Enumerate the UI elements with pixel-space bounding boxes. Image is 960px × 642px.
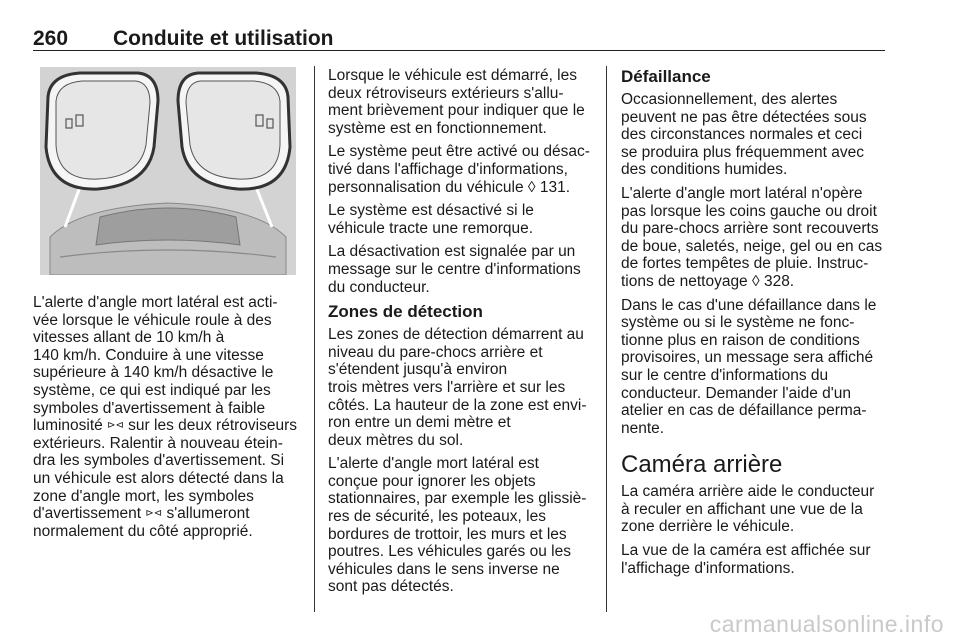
column-3 <box>621 67 889 583</box>
body-paragraph: Lorsque le véhicule est démarré, les deux rétroviseurs extérieurs s'allu- ment brièvement pour indiquer que le système est en fonctionnement. <box>328 67 585 137</box>
section-heading: Zones de détection <box>328 302 483 322</box>
page-number: 260 <box>33 27 69 50</box>
side-mirrors-illustration <box>40 67 296 275</box>
chapter-title: Conduite et utilisation <box>113 27 334 50</box>
section-heading: Défaillance <box>621 67 711 86</box>
column-divider-2 <box>606 66 607 612</box>
body-paragraph: L'alerte d'angle mort latéral est conçue pour ignorer les objets stationnaires, par exemple les glissiè- res de sécurité, les poteaux, les bordures de trottoir, les murs et les poutres. Les véhicules garés ou les véhicules dans le sens inverse ne sont pas détectés. <box>328 455 587 596</box>
watermark: carmanualsonline.info <box>709 611 944 637</box>
column-1 <box>33 294 305 546</box>
blind-spot-warning-icon: ⊳⊲ <box>145 508 163 520</box>
column-divider-1 <box>314 66 315 612</box>
body-paragraph: L'alerte d'angle mort latéral est acti- vée lorsque le véhicule roule à des vitesses allant de 10 km/h à 140 km/h. Conduire à une vitesse supérieure à 140 km/h désactive le système, ce qui est indiqué par les symboles d'avertissement à faible luminosité ⊳⊲ sur les deux rétroviseurs extérieurs. Ralentir à nouveau étein- dra les symboles d'avertissement. Si un véhicule est alors détecté dans la zone d'angle mort, les symboles d'avertissement ⊳⊲ s'allumeront normalement du côté approprié. <box>33 294 298 540</box>
body-paragraph: Le système peut être activé ou désac- tivé dans l'affichage d'informations, personnalisation du véhicule ◊ 131. <box>328 143 590 196</box>
body-paragraph: La caméra arrière aide le conducteur à reculer en affichant une vue de la zone derrière le véhicule. <box>621 483 875 536</box>
body-paragraph: La désactivation est signalée par un message sur le centre d'informations du conducteur. <box>328 243 581 296</box>
header-rule <box>33 50 885 51</box>
body-paragraph: Le système est désactivé si le véhicule tracte une remorque. <box>328 202 534 237</box>
body-paragraph: L'alerte d'angle mort latéral n'opère pas lorsque les coins gauche ou droit du pare-chocs arrière sont recouverts de boue, saletés, neige, gel ou en cas de fortes tempêtes de pluie. Instruc- tions de nettoyage ◊ 328. <box>621 184 883 290</box>
page-header <box>33 27 885 51</box>
section-title: Caméra arrière <box>621 451 783 479</box>
body-paragraph: Occasionnellement, des alertes peuvent ne pas être détectées sous des circonstances normales et ceci se produira plus fréquemment avec des conditions humides. <box>621 91 867 179</box>
body-paragraph: La vue de la caméra est affichée sur l'affichage d'informations. <box>621 542 871 577</box>
blind-spot-warning-icon: ⊳⊲ <box>107 420 124 432</box>
body-paragraph: Les zones de détection démarrent au niveau du pare-chocs arrière et s'étendent jusqu'à environ trois mètres vers l'arrière et sur les côtés. La hauteur de la zone est envi- ron entre un demi mètre et deux mètres du sol. <box>328 326 587 449</box>
body-paragraph: Dans le cas d'une défaillance dans le système ou si le système ne fonc- tionne plus en raison de conditions provisoires, un message sera affiché sur le centre d'informations du conducteur. Demander l'aide d'un atelier en cas de défaillance perma- nente. <box>621 296 877 437</box>
column-2 <box>328 67 598 602</box>
